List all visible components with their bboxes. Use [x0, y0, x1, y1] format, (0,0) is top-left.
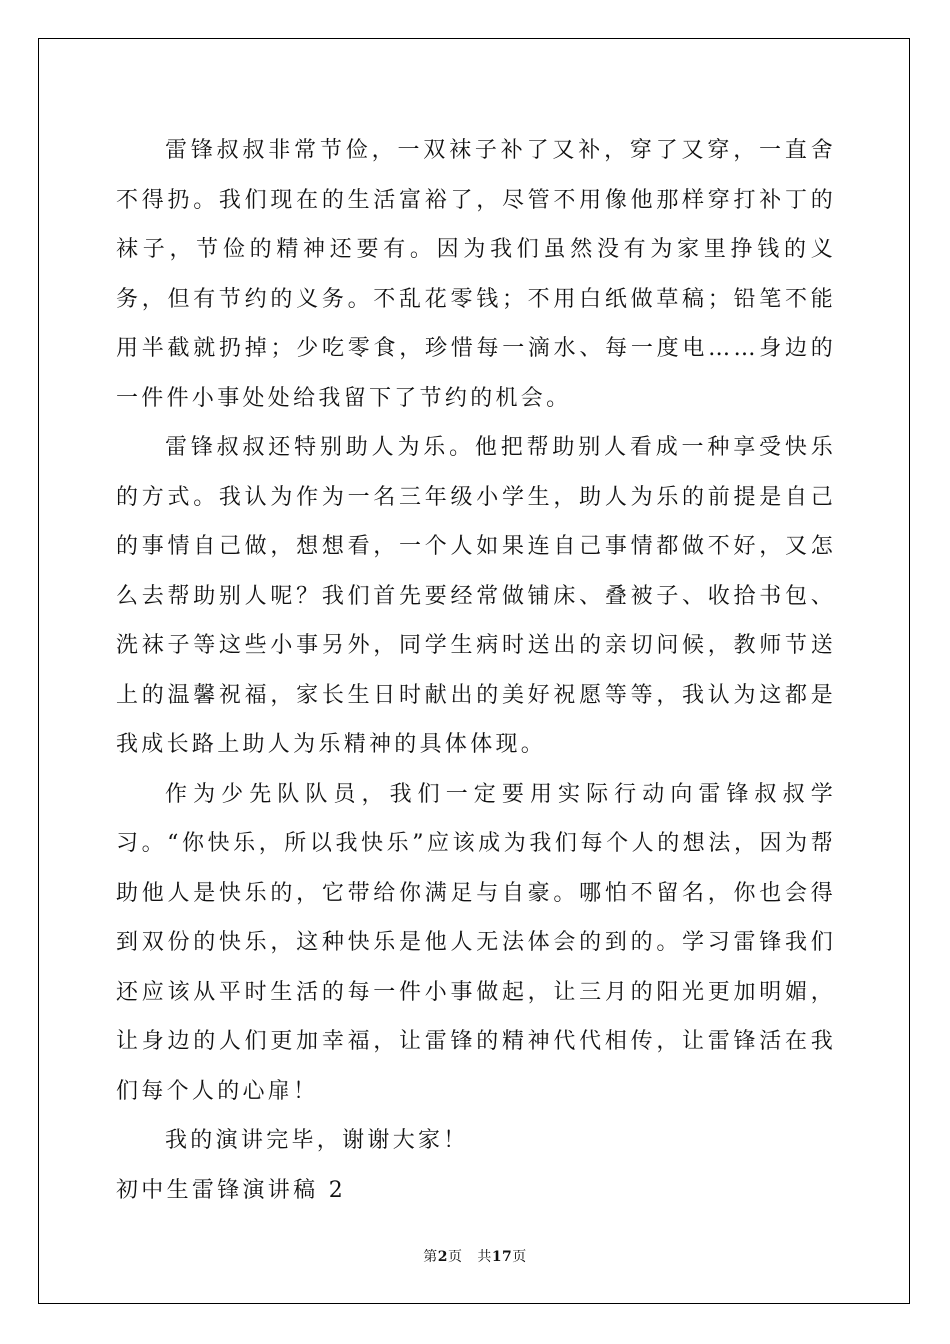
paragraph-closing: 我的演讲完毕，谢谢大家！ — [165, 1128, 469, 1153]
paragraph-helping-others: 雷锋叔叔还特别助人为乐。他把帮助别人看成一种享受快乐的方式。我认为作为一名三年级小学生，助人为乐的前提是自己的事情自己做，想想看，一个人如果连自己事情都做不好，又怎么去帮助别人呢？我们首先要经常做铺床、叠被子、收拾书包、洗袜子等这些小事另外，同学生病时送出的亲切问候，教师节送上的温馨祝福，家长生日时献出的美好祝愿等等，我认为这都是我成长路上助人为乐精神的具体体现。 — [116, 435, 836, 757]
page-prefix: 第 — [423, 1249, 438, 1265]
next-speech-heading: 初中生雷锋演讲稿 2 — [116, 1177, 346, 1203]
total-prefix: 共 — [477, 1249, 492, 1265]
total-pages: 17 — [491, 1249, 513, 1265]
total-suffix: 页 — [512, 1249, 527, 1265]
paragraph-frugality: 雷锋叔叔非常节俭，一双袜子补了又补，穿了又穿，一直舍不得扔。我们现在的生活富裕了，尽管不用像他那样穿打补丁的袜子，节俭的精神还要有。因为我们虽然没有为家里挣钱的义务，但有节约的义务。不乱花零钱；不用白纸做草稿；铅笔不能用半截就扔掉；少吃零食，珍惜每一滴水、每一度电……身边的一件件小事处处给我留下了节约的机会。 — [116, 138, 836, 411]
document-body — [116, 126, 836, 1215]
paragraph-young-pioneers: 作为少先队队员，我们一定要用实际行动向雷锋叔叔学习。“你快乐，所以我快乐”应该成为我们每个人的想法，因为帮助他人是快乐的，它带给你满足与自豪。哪怕不留名，你也会得到双份的快乐，这种快乐是他人无法体会的到的。学习雷锋我们还应该从平时生活的每一件小事做起，让三月的阳光更加明媚，让身边的人们更加幸福，让雷锋的精神代代相传，让雷锋活在我们每个人的心扉！ — [116, 781, 836, 1104]
page-suffix: 页 — [447, 1249, 463, 1265]
page-footer — [0, 1246, 950, 1266]
page-number: 2 — [437, 1249, 448, 1265]
